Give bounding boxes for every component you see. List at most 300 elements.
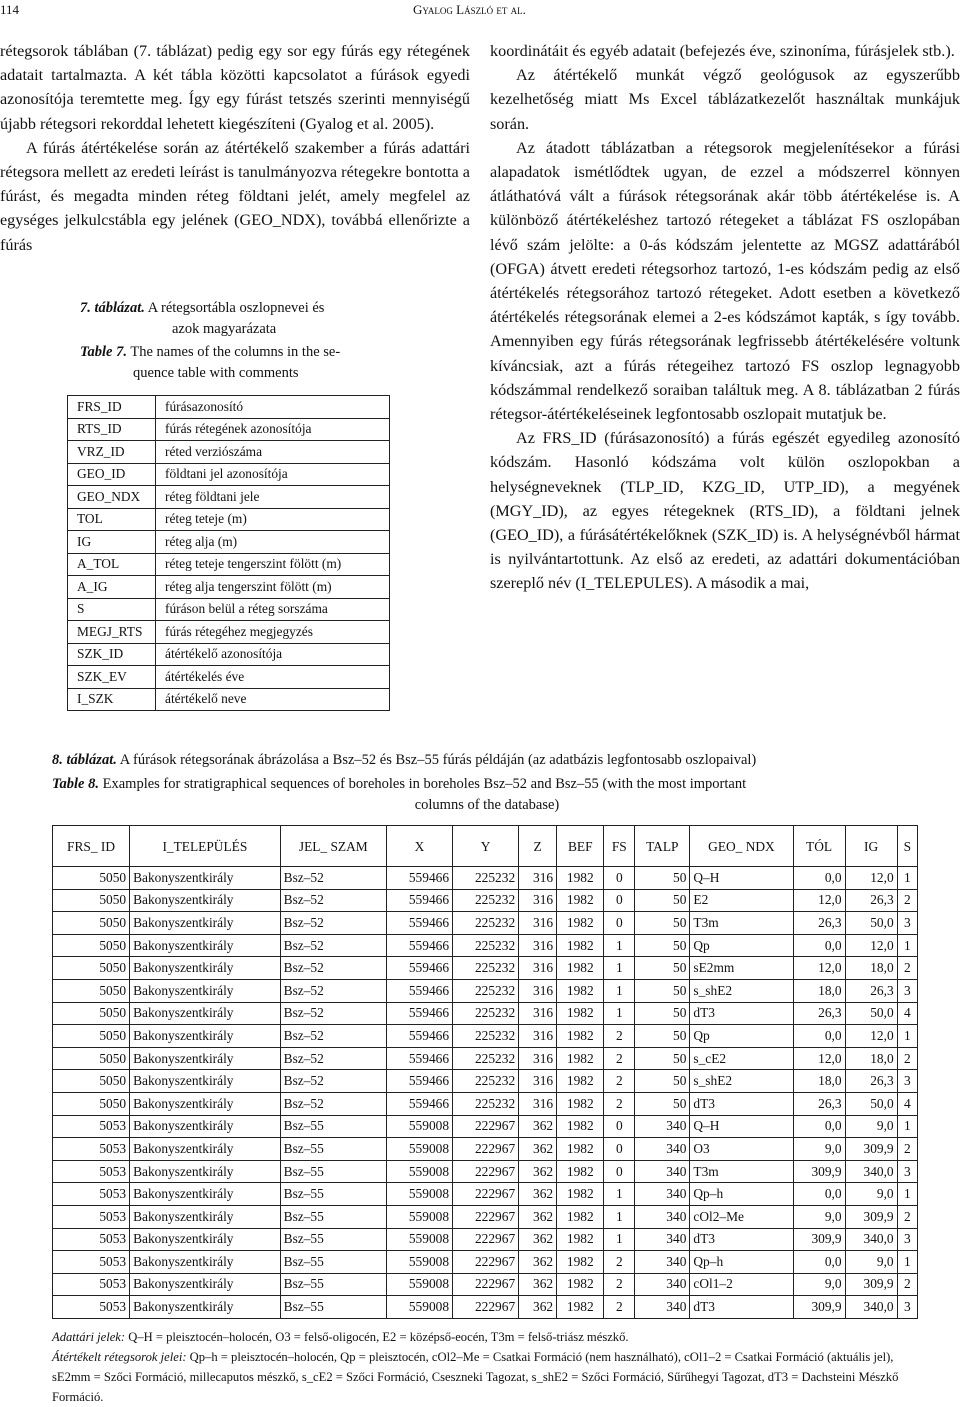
cell-geo-ndx: Qp–h: [690, 1183, 793, 1206]
cell-y: 225232: [453, 957, 519, 980]
table-row: [53, 1138, 918, 1161]
cell-s: 2: [897, 957, 917, 980]
cell-tol: 0,0: [793, 1115, 845, 1138]
cell-talp: 340: [635, 1228, 690, 1251]
cell-x: 559466: [386, 1047, 452, 1070]
cell-geo-ndx: Qp: [690, 1025, 793, 1048]
table-row: [53, 1296, 918, 1319]
header-bef: BEF: [557, 826, 604, 867]
cell-telepules: Bakonyszentkirály: [130, 979, 281, 1002]
cell-x: 559466: [386, 1092, 452, 1115]
cell-fs: 1: [604, 1002, 635, 1025]
cell-telepules: Bakonyszentkirály: [130, 1251, 281, 1274]
cell-geo-ndx: E2: [690, 889, 793, 912]
table-row: [68, 666, 390, 689]
cell-fs: 2: [604, 1070, 635, 1093]
cell-fs: 2: [604, 1047, 635, 1070]
cell-z: 362: [519, 1205, 557, 1228]
table-row: [68, 553, 390, 576]
cell-bef: 1982: [557, 1273, 604, 1296]
table7: [67, 395, 390, 711]
table-row: [53, 1092, 918, 1115]
cell-fs: 0: [604, 1138, 635, 1161]
column-name-cell: A_IG: [68, 576, 156, 599]
cell-z: 316: [519, 889, 557, 912]
table-row: [68, 441, 390, 464]
column-name-cell: A_TOL: [68, 553, 156, 576]
table-row: [53, 912, 918, 935]
cell-telepules: Bakonyszentkirály: [130, 1070, 281, 1093]
cell-ig: 12,0: [845, 934, 897, 957]
column-name-cell: I_SZK: [68, 688, 156, 711]
cell-frs-id: 5050: [53, 1047, 130, 1070]
cell-y: 225232: [453, 1070, 519, 1093]
cell-fs: 2: [604, 1025, 635, 1048]
cell-bef: 1982: [557, 1092, 604, 1115]
cell-x: 559008: [386, 1160, 452, 1183]
cell-z: 316: [519, 979, 557, 1002]
cell-y: 225232: [453, 912, 519, 935]
cell-fs: 2: [604, 1251, 635, 1274]
cell-s: 1: [897, 1183, 917, 1206]
cell-frs-id: 5050: [53, 867, 130, 890]
cell-talp: 50: [635, 889, 690, 912]
cell-ig: 18,0: [845, 957, 897, 980]
cell-frs-id: 5050: [53, 1025, 130, 1048]
column-name-cell: TOL: [68, 508, 156, 531]
cell-bef: 1982: [557, 889, 604, 912]
cell-z: 362: [519, 1138, 557, 1161]
cell-ig: 26,3: [845, 979, 897, 1002]
cell-tol: 0,0: [793, 1251, 845, 1274]
cell-telepules: Bakonyszentkirály: [130, 1228, 281, 1251]
cell-talp: 340: [635, 1273, 690, 1296]
cell-bef: 1982: [557, 1205, 604, 1228]
cell-s: 3: [897, 1296, 917, 1319]
cell-ig: 340,0: [845, 1160, 897, 1183]
cell-jel-szam: Bsz–52: [280, 934, 386, 957]
column-description-cell: fúráson belül a réteg sorszáma: [156, 598, 390, 621]
cell-fs: 1: [604, 1205, 635, 1228]
table8-label-en: Table 8.: [52, 776, 99, 792]
cell-talp: 50: [635, 1047, 690, 1070]
cell-ig: 340,0: [845, 1296, 897, 1319]
table-row: [53, 979, 918, 1002]
cell-ig: 26,3: [845, 889, 897, 912]
cell-frs-id: 5053: [53, 1183, 130, 1206]
cell-geo-ndx: s_shE2: [690, 979, 793, 1002]
cell-telepules: Bakonyszentkirály: [130, 1205, 281, 1228]
cell-telepules: Bakonyszentkirály: [130, 1160, 281, 1183]
cell-jel-szam: Bsz–52: [280, 1002, 386, 1025]
table8-caption: [52, 750, 922, 816]
header-ig: IG: [845, 826, 897, 867]
cell-ig: 26,3: [845, 1070, 897, 1093]
cell-fs: 1: [604, 1228, 635, 1251]
cell-jel-szam: Bsz–55: [280, 1115, 386, 1138]
table7-title-hu-line2: azok magyarázata: [172, 321, 277, 337]
column-description-cell: átértékelő azonosítója: [156, 643, 390, 666]
cell-jel-szam: Bsz–55: [280, 1296, 386, 1319]
cell-x: 559008: [386, 1251, 452, 1274]
cell-talp: 50: [635, 957, 690, 980]
cell-frs-id: 5053: [53, 1160, 130, 1183]
column-name-cell: FRS_ID: [68, 396, 156, 419]
cell-s: 3: [897, 979, 917, 1002]
column-name-cell: GEO_NDX: [68, 486, 156, 509]
cell-jel-szam: Bsz–52: [280, 979, 386, 1002]
cell-geo-ndx: dT3: [690, 1002, 793, 1025]
table-row: [68, 598, 390, 621]
header-fs: FS: [604, 826, 635, 867]
table-row: [53, 1047, 918, 1070]
cell-frs-id: 5053: [53, 1138, 130, 1161]
cell-y: 222967: [453, 1205, 519, 1228]
cell-jel-szam: Bsz–55: [280, 1273, 386, 1296]
cell-s: 3: [897, 1070, 917, 1093]
cell-x: 559466: [386, 1070, 452, 1093]
column-description-cell: réteg teteje tengerszint fölött (m): [156, 553, 390, 576]
header-jel-szam: JEL_ SZAM: [280, 826, 386, 867]
cell-z: 362: [519, 1296, 557, 1319]
cell-fs: 0: [604, 867, 635, 890]
cell-jel-szam: Bsz–52: [280, 957, 386, 980]
cell-telepules: Bakonyszentkirály: [130, 1047, 281, 1070]
cell-geo-ndx: sE2mm: [690, 957, 793, 980]
table-row: [53, 867, 918, 890]
cell-y: 225232: [453, 1092, 519, 1115]
cell-tol: 9,0: [793, 1138, 845, 1161]
table-row: [53, 1070, 918, 1093]
cell-ig: 9,0: [845, 1183, 897, 1206]
note2-label: Átértékelt rétegsorok jelei:: [52, 1350, 187, 1364]
cell-tol: 26,3: [793, 1002, 845, 1025]
left-column: [0, 39, 470, 257]
cell-geo-ndx: T3m: [690, 1160, 793, 1183]
table-row: [68, 463, 390, 486]
cell-tol: 0,0: [793, 1183, 845, 1206]
cell-frs-id: 5053: [53, 1115, 130, 1138]
cell-bef: 1982: [557, 1115, 604, 1138]
cell-tol: 9,0: [793, 1273, 845, 1296]
cell-talp: 50: [635, 934, 690, 957]
cell-jel-szam: Bsz–52: [280, 889, 386, 912]
cell-y: 222967: [453, 1296, 519, 1319]
table7-title-en-line2: quence table with comments: [133, 365, 299, 381]
cell-telepules: Bakonyszentkirály: [130, 1025, 281, 1048]
table-row: [68, 418, 390, 441]
cell-ig: 340,0: [845, 1228, 897, 1251]
cell-talp: 50: [635, 1070, 690, 1093]
cell-tol: 0,0: [793, 934, 845, 957]
cell-fs: 0: [604, 1160, 635, 1183]
cell-tol: 309,9: [793, 1160, 845, 1183]
header-x: X: [386, 826, 452, 867]
cell-fs: 1: [604, 979, 635, 1002]
table-row: [53, 1160, 918, 1183]
note1-text: Q–H = pleisztocén–holocén, O3 = felső-oligocén, E2 = középső-eocén, T3m = felső-triász mészkő.: [128, 1330, 629, 1344]
cell-tol: 12,0: [793, 889, 845, 912]
cell-z: 316: [519, 1070, 557, 1093]
cell-frs-id: 5053: [53, 1273, 130, 1296]
cell-y: 225232: [453, 867, 519, 890]
cell-geo-ndx: T3m: [690, 912, 793, 935]
column-name-cell: VRZ_ID: [68, 441, 156, 464]
column-description-cell: fúrás rétegéhez megjegyzés: [156, 621, 390, 644]
cell-frs-id: 5053: [53, 1205, 130, 1228]
cell-jel-szam: Bsz–52: [280, 1047, 386, 1070]
paragraph: Az FRS_ID (fúrásazonosító) a fúrás egészét egyedileg azonosító kódszám. Hasonló kódszáma volt külön oszlopokban a helységneveknek (TLP_ID, KZG_ID, UTP_ID), a megyének (MGY_ID), az egyes rétegeknek (RTS_ID), a földtani jelnek (GEO_ID), a fúrásátértékelőknek (SZK_ID) is. A helységnévből hármat is nyilvántartottunk. Az első az eredeti, az adattári dokumentációban szereplő név (I_TELEPULES). A második a mai,: [490, 429, 960, 593]
cell-s: 4: [897, 1002, 917, 1025]
table-row: [68, 486, 390, 509]
cell-geo-ndx: dT3: [690, 1228, 793, 1251]
right-column: [490, 39, 960, 596]
cell-talp: 50: [635, 1092, 690, 1115]
cell-bef: 1982: [557, 979, 604, 1002]
cell-talp: 340: [635, 1115, 690, 1138]
cell-x: 559008: [386, 1115, 452, 1138]
cell-geo-ndx: cOl2–Me: [690, 1205, 793, 1228]
cell-ig: 309,9: [845, 1205, 897, 1228]
header-geo-ndx: GEO_ NDX: [690, 826, 793, 867]
cell-z: 316: [519, 867, 557, 890]
cell-talp: 340: [635, 1251, 690, 1274]
paragraph: Az átértékelő munkát végző geológusok az egyszerűbb kezelhetőség miatt Ms Excel táblázatkezelőt használtak munkájuk során.: [490, 66, 960, 133]
cell-bef: 1982: [557, 1296, 604, 1319]
table-row: [68, 688, 390, 711]
cell-y: 222967: [453, 1251, 519, 1274]
column-name-cell: IG: [68, 531, 156, 554]
cell-x: 559466: [386, 979, 452, 1002]
column-name-cell: S: [68, 598, 156, 621]
cell-bef: 1982: [557, 957, 604, 980]
table7-label-en: Table 7.: [80, 344, 127, 360]
cell-s: 1: [897, 1251, 917, 1274]
cell-s: 2: [897, 1138, 917, 1161]
cell-s: 3: [897, 912, 917, 935]
cell-s: 1: [897, 934, 917, 957]
column-description-cell: átértékelő neve: [156, 688, 390, 711]
cell-z: 316: [519, 912, 557, 935]
column-description-cell: átértékelés éve: [156, 666, 390, 689]
cell-y: 222967: [453, 1115, 519, 1138]
note1-label: Adattári jelek:: [52, 1330, 126, 1344]
table-row: [53, 1228, 918, 1251]
cell-talp: 340: [635, 1160, 690, 1183]
cell-x: 559008: [386, 1138, 452, 1161]
cell-geo-ndx: Qp–h: [690, 1251, 793, 1274]
cell-bef: 1982: [557, 1070, 604, 1093]
cell-y: 222967: [453, 1273, 519, 1296]
cell-frs-id: 5050: [53, 979, 130, 1002]
cell-fs: 2: [604, 1296, 635, 1319]
cell-z: 362: [519, 1228, 557, 1251]
cell-bef: 1982: [557, 1228, 604, 1251]
table8-label-hu: 8. táblázat.: [52, 752, 117, 768]
cell-telepules: Bakonyszentkirály: [130, 867, 281, 890]
cell-ig: 309,9: [845, 1138, 897, 1161]
cell-geo-ndx: s_shE2: [690, 1070, 793, 1093]
cell-s: 2: [897, 1273, 917, 1296]
cell-z: 316: [519, 1092, 557, 1115]
cell-s: 2: [897, 889, 917, 912]
column-description-cell: réteg alja (m): [156, 531, 390, 554]
cell-talp: 50: [635, 912, 690, 935]
running-author: Gyalog László et al.: [413, 2, 526, 17]
cell-y: 225232: [453, 1002, 519, 1025]
cell-telepules: Bakonyszentkirály: [130, 1296, 281, 1319]
cell-bef: 1982: [557, 1025, 604, 1048]
cell-frs-id: 5053: [53, 1228, 130, 1251]
column-description-cell: réteg alja tengerszint fölött (m): [156, 576, 390, 599]
cell-bef: 1982: [557, 1183, 604, 1206]
table7-caption: [80, 298, 400, 384]
cell-frs-id: 5050: [53, 957, 130, 980]
cell-jel-szam: Bsz–55: [280, 1138, 386, 1161]
cell-s: 3: [897, 1160, 917, 1183]
cell-z: 316: [519, 934, 557, 957]
cell-jel-szam: Bsz–52: [280, 1025, 386, 1048]
table-row: [53, 1251, 918, 1274]
cell-x: 559008: [386, 1296, 452, 1319]
cell-fs: 2: [604, 1092, 635, 1115]
cell-y: 225232: [453, 934, 519, 957]
table-row: [53, 1002, 918, 1025]
column-description-cell: réteg földtani jele: [156, 486, 390, 509]
cell-tol: 0,0: [793, 1025, 845, 1048]
cell-geo-ndx: Q–H: [690, 867, 793, 890]
table-row: [68, 643, 390, 666]
cell-ig: 50,0: [845, 912, 897, 935]
cell-talp: 340: [635, 1183, 690, 1206]
cell-x: 559008: [386, 1205, 452, 1228]
cell-s: 4: [897, 1092, 917, 1115]
table-row: [53, 957, 918, 980]
column-description-cell: réted verziószáma: [156, 441, 390, 464]
table-row: [68, 396, 390, 419]
column-name-cell: RTS_ID: [68, 418, 156, 441]
cell-s: 2: [897, 1205, 917, 1228]
header-s: S: [897, 826, 917, 867]
cell-fs: 1: [604, 1183, 635, 1206]
paragraph: koordinátáit és egyéb adatait (befejezés éve, szinoníma, fúrásjelek stb.).: [490, 42, 955, 60]
cell-telepules: Bakonyszentkirály: [130, 1138, 281, 1161]
cell-talp: 50: [635, 979, 690, 1002]
column-description-cell: fúrás rétegének azonosítója: [156, 418, 390, 441]
cell-x: 559466: [386, 957, 452, 980]
cell-jel-szam: Bsz–52: [280, 1092, 386, 1115]
cell-geo-ndx: cOl1–2: [690, 1273, 793, 1296]
cell-z: 316: [519, 957, 557, 980]
page-number: 114: [0, 2, 20, 17]
cell-talp: 50: [635, 1002, 690, 1025]
cell-fs: 2: [604, 1273, 635, 1296]
cell-talp: 340: [635, 1138, 690, 1161]
cell-x: 559008: [386, 1183, 452, 1206]
cell-telepules: Bakonyszentkirály: [130, 1092, 281, 1115]
cell-tol: 309,9: [793, 1228, 845, 1251]
cell-telepules: Bakonyszentkirály: [130, 1002, 281, 1025]
cell-x: 559008: [386, 1228, 452, 1251]
cell-tol: 12,0: [793, 957, 845, 980]
cell-ig: 18,0: [845, 1047, 897, 1070]
cell-tol: 9,0: [793, 1205, 845, 1228]
cell-x: 559466: [386, 934, 452, 957]
cell-jel-szam: Bsz–55: [280, 1205, 386, 1228]
cell-y: 222967: [453, 1183, 519, 1206]
header-talp: TALP: [635, 826, 690, 867]
table8-title-hu: A fúrások rétegsorának ábrázolása a Bsz–52 és Bsz–55 fúrás példáján (az adatbázis legfontosabb oszlopaival): [119, 752, 757, 768]
cell-z: 362: [519, 1273, 557, 1296]
cell-y: 222967: [453, 1138, 519, 1161]
cell-telepules: Bakonyszentkirály: [130, 1273, 281, 1296]
cell-geo-ndx: dT3: [690, 1296, 793, 1319]
table8: [52, 825, 918, 1319]
table-row: [68, 508, 390, 531]
cell-x: 559466: [386, 867, 452, 890]
cell-z: 362: [519, 1115, 557, 1138]
cell-tol: 26,3: [793, 1092, 845, 1115]
paragraph: rétegsorok táblában (7. táblázat) pedig egy sor egy fúrás egy rétegének adatait tartalmazta. A két tábla közötti kapcsolatot a fúrások egyedi azonosítója teremtette meg. Így egy fúrást tetszés szerinti mennyiségű újabb rétegsori rekorddal lehetett kiegészíteni (Gyalog et al. 2005).: [0, 42, 470, 133]
cell-y: 225232: [453, 1047, 519, 1070]
cell-ig: 12,0: [845, 867, 897, 890]
table-row: [53, 889, 918, 912]
table-row: [53, 1273, 918, 1296]
cell-fs: 0: [604, 889, 635, 912]
cell-tol: 12,0: [793, 1047, 845, 1070]
table-row: [68, 576, 390, 599]
table8-notes: [52, 1327, 922, 1407]
cell-x: 559466: [386, 889, 452, 912]
cell-z: 316: [519, 1002, 557, 1025]
cell-tol: 18,0: [793, 1070, 845, 1093]
table-row: [68, 621, 390, 644]
cell-ig: 9,0: [845, 1251, 897, 1274]
cell-frs-id: 5050: [53, 934, 130, 957]
cell-geo-ndx: dT3: [690, 1092, 793, 1115]
cell-z: 316: [519, 1025, 557, 1048]
cell-z: 362: [519, 1160, 557, 1183]
cell-tol: 309,9: [793, 1296, 845, 1319]
cell-s: 1: [897, 1025, 917, 1048]
cell-x: 559466: [386, 1025, 452, 1048]
cell-fs: 1: [604, 957, 635, 980]
cell-jel-szam: Bsz–55: [280, 1160, 386, 1183]
cell-telepules: Bakonyszentkirály: [130, 1183, 281, 1206]
cell-telepules: Bakonyszentkirály: [130, 889, 281, 912]
cell-bef: 1982: [557, 934, 604, 957]
table8-title-en-line2: columns of the database): [414, 797, 560, 813]
cell-y: 225232: [453, 889, 519, 912]
cell-telepules: Bakonyszentkirály: [130, 1115, 281, 1138]
cell-fs: 0: [604, 912, 635, 935]
table7-title-en-line1: The names of the columns in the se-: [130, 344, 341, 360]
cell-telepules: Bakonyszentkirály: [130, 957, 281, 980]
cell-x: 559466: [386, 1002, 452, 1025]
cell-y: 225232: [453, 979, 519, 1002]
cell-ig: 12,0: [845, 1025, 897, 1048]
cell-jel-szam: Bsz–55: [280, 1228, 386, 1251]
cell-s: 3: [897, 1228, 917, 1251]
header-z: Z: [519, 826, 557, 867]
header-frs-id: FRS_ ID: [53, 826, 130, 867]
cell-geo-ndx: O3: [690, 1138, 793, 1161]
cell-frs-id: 5050: [53, 912, 130, 935]
cell-bef: 1982: [557, 1160, 604, 1183]
column-name-cell: SZK_EV: [68, 666, 156, 689]
cell-z: 362: [519, 1251, 557, 1274]
cell-bef: 1982: [557, 912, 604, 935]
